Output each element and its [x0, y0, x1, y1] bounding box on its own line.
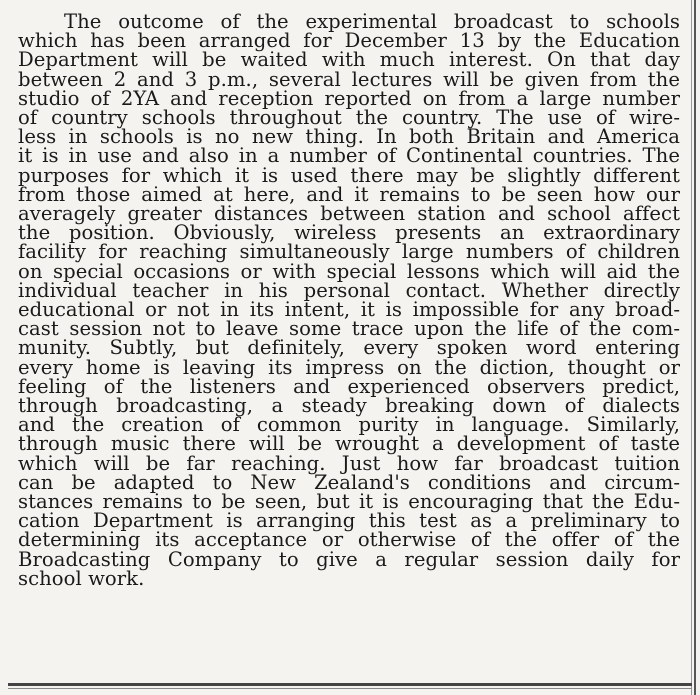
text-line: the position. Obviously, wireless presents an extraordinary	[18, 221, 680, 245]
text-line: Broadcasting Company to give a regular session daily for	[18, 547, 680, 571]
text-line: averagely greater distances between station and school affect	[18, 202, 680, 226]
text-line: determining its acceptance or otherwise of the offer of the	[18, 528, 680, 552]
bottom-border-rule-thin	[8, 688, 692, 689]
text-line: studio of 2YA and reception reported on from a large number	[18, 86, 680, 110]
text-line: cation Department is arranging this test as a preliminary to	[18, 509, 680, 533]
text-line: less in schools is no new thing. In both Britain and America	[18, 125, 680, 149]
text-line: cast session not to leave some trace upon the life of the com-	[18, 317, 680, 341]
text-line: it is in use and also in a number of Continental countries. The	[18, 144, 680, 168]
text-line: through music there will be wrought a development of taste	[18, 432, 680, 456]
text-line: every home is leaving its impress on the diction, thought or	[18, 355, 680, 379]
text-line: The outcome of the experimental broadcast to schools	[64, 10, 680, 33]
text-line: from those aimed at here, and it remains to be seen how our	[18, 182, 680, 206]
article-body	[18, 12, 680, 588]
text-line: Department will be waited with much interest. On that day	[18, 48, 680, 72]
text-line: which has been arranged for December 13 by the Education	[18, 29, 680, 53]
right-border-rule	[694, 0, 696, 695]
text-line: munity. Subtly, but definitely, every spoken word entering	[18, 336, 680, 360]
text-line: through broadcasting, a steady breaking down of dialects	[18, 394, 680, 418]
text-line: feeling of the listeners and experienced observers predict,	[18, 374, 680, 398]
text-line: stances remains to be seen, but it is encouraging that the Edu-	[18, 490, 680, 514]
text-line: on special occasions or with special lessons which will aid the	[18, 259, 680, 283]
text-line: individual teacher in his personal contact. Whether directly	[18, 278, 680, 302]
text-line: and the creation of common purity in language. Similarly,	[18, 413, 680, 437]
bottom-border-rule	[8, 683, 692, 686]
text-line: between 2 and 3 p.m., several lectures will be given from the	[18, 67, 680, 91]
text-line: school work.	[18, 566, 145, 590]
text-line: can be adapted to New Zealand's conditions and circum-	[18, 470, 680, 494]
text-line: facility for reaching simultaneously large numbers of children	[18, 240, 680, 264]
text-line: educational or not in its intent, it is impossible for any broad-	[18, 298, 680, 322]
right-border-rule-inner	[691, 0, 692, 695]
text-line: of country schools throughout the country. The use of wire-	[18, 106, 680, 130]
text-line: purposes for which it is used there may be slightly different	[18, 163, 680, 187]
text-line: which will be far reaching. Just how far broadcast tuition	[18, 451, 680, 475]
